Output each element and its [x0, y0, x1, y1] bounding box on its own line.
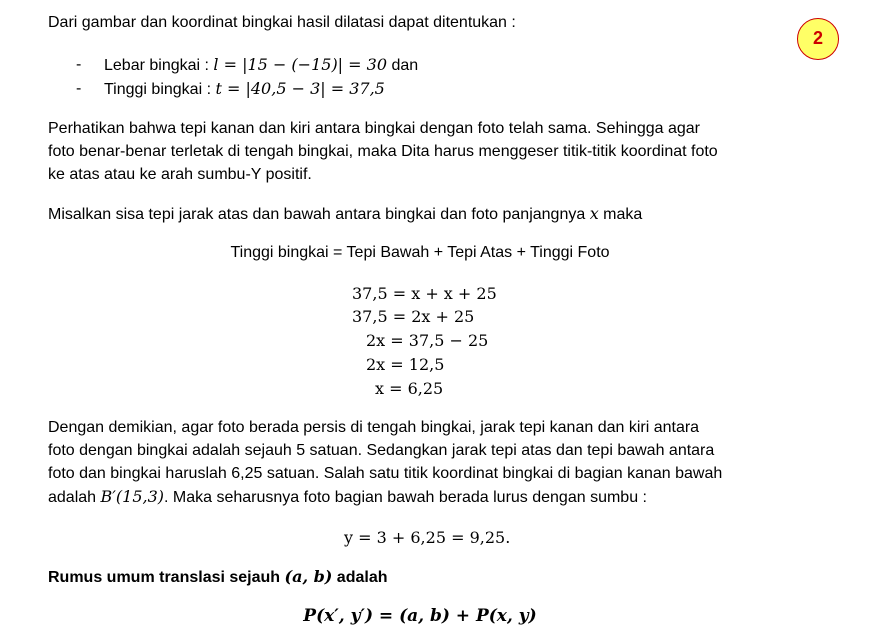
equation-4: 2x = 12,5 — [366, 355, 445, 374]
point-b-prime: B′(15,3) — [100, 487, 164, 506]
bullet-height-label: Tinggi bingkai : — [104, 81, 216, 98]
para3-line4-suffix: . Maka seharusnya foto bagian bawah berada lurus dengan sumbu : — [164, 489, 647, 506]
rumus-text: Rumus umum translasi sejauh — [48, 569, 285, 586]
rumus-heading — [48, 566, 388, 589]
bullet-width-suffix: dan — [387, 57, 419, 74]
para3-line2: foto dengan bingkai adalah sejauh 5 satuan. Sedangkan jarak tepi atas dan tepi bawah antara — [48, 442, 715, 459]
bullet-width-math: l = |15 − (−15)| = 30 — [213, 55, 388, 74]
para2-var: x — [589, 204, 599, 223]
equation-2: 37,5 = 2x + 25 — [352, 307, 475, 326]
bullet-dash-2: - — [76, 80, 82, 97]
bullet-height-math: t = |40,5 − 3| = 37,5 — [215, 79, 385, 98]
y-equation: y = 3 + 6,25 = 9,25. — [344, 528, 511, 547]
bullet-dash-1: - — [76, 56, 82, 73]
rumus-suffix: adalah — [332, 569, 388, 586]
para3-line4-text: adalah — [48, 489, 101, 506]
equation-3: 2x = 37,5 − 25 — [366, 331, 489, 350]
para2-suffix: maka — [598, 206, 643, 223]
height-formula: Tinggi bingkai = Tepi Bawah + Tepi Atas + Tinggi Foto — [230, 244, 610, 261]
para1-line2: foto benar-benar terletak di tengah bingkai, maka Dita harus menggeser titik-titik koordinat foto — [48, 143, 718, 160]
para3-line1: Dengan demikian, agar foto berada persis di tengah bingkai, jarak tepi kanan dan kiri antara — [48, 419, 700, 436]
equation-5: x = 6,25 — [375, 379, 444, 398]
translation-formula: P(x′, y′) = (a, b) + P(x, y) — [303, 606, 537, 626]
bullet-width-label: Lebar bingkai : — [104, 57, 214, 74]
para3-line3: foto dan bingkai haruslah 6,25 satuan. Salah satu titik koordinat bingkai di bagian kanan bawah — [48, 465, 723, 482]
bullet-height — [104, 78, 385, 101]
para1-line1: Perhatikan bahwa tepi kanan dan kiri antara bingkai dengan foto telah sama. Sehingga agar — [48, 120, 701, 137]
para1-line3: ke atas atau ke arah sumbu-Y positif. — [48, 166, 312, 183]
bullet-width — [104, 54, 418, 77]
para2 — [48, 203, 642, 226]
intro-text: Dari gambar dan koordinat bingkai hasil dilatasi dapat ditentukan : — [48, 14, 516, 31]
para2-text: Misalkan sisa tepi jarak atas dan bawah antara bingkai dan foto panjangnya — [48, 206, 590, 223]
rumus-math: (a, b) — [284, 567, 333, 586]
equation-1: 37,5 = x + x + 25 — [352, 284, 497, 303]
para3-line4 — [48, 486, 647, 509]
page-number-badge: 2 — [797, 18, 839, 60]
